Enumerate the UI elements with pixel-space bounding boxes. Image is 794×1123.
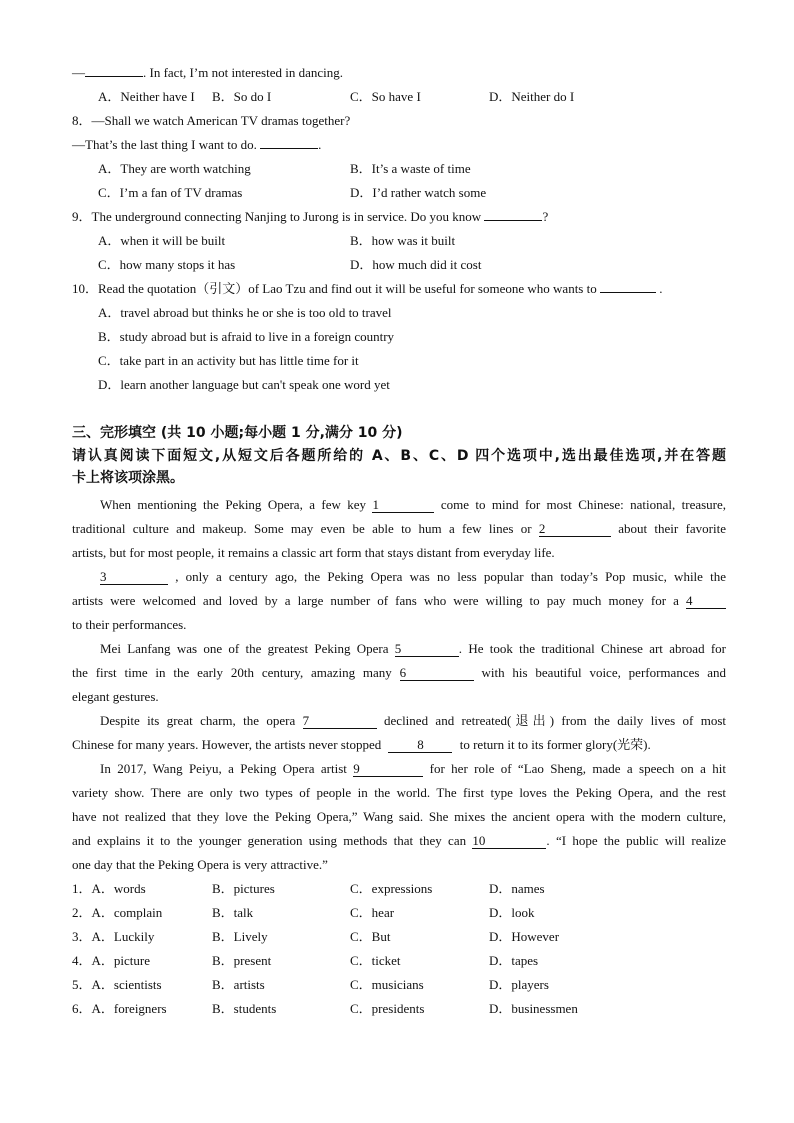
passage-text: with his beautiful voice, performances and bbox=[481, 665, 727, 680]
answer-2-a: 2．A．complain bbox=[72, 905, 163, 920]
q7-blank bbox=[85, 76, 143, 77]
blank-1: 1 bbox=[372, 497, 434, 513]
q9-option-b: B．how was it built bbox=[350, 233, 456, 248]
q9-option-a: A．when it will be built bbox=[98, 233, 226, 248]
passage-text: declined and retreated(退出) from the daily lives of most bbox=[384, 713, 727, 728]
passage-line: have not realized that they love the Peking Opera,” Wang said. She mixes the ancient opera with the modern culture, bbox=[72, 809, 726, 824]
passage-line bbox=[72, 520, 726, 538]
q10-blank bbox=[600, 292, 656, 293]
answer-6-c: C．presidents bbox=[350, 1001, 425, 1016]
section-title: 三、完形填空 (共 10 小题;每小题 1 分,满分 10 分) bbox=[72, 425, 403, 441]
q9-stem bbox=[72, 208, 548, 226]
q8-response-text: —That’s the last thing I want to do. bbox=[72, 137, 257, 152]
blank-7: 7 bbox=[303, 713, 377, 729]
answer-6-a: 6．A．foreigners bbox=[72, 1001, 167, 1016]
q10-option-c: C．take part in an activity but has little time for it bbox=[98, 353, 359, 368]
section-instruction-line1: 请认真阅读下面短文,从短文后各题所给的 A、B、C、D 四个选项中,选出最佳选项,并在答题 bbox=[72, 448, 726, 464]
passage-text: . He took the traditional Chinese art abroad for bbox=[458, 641, 727, 656]
passage-text: , only a century ago, the Peking Opera was no less popular than today’s Pop music, while the bbox=[175, 569, 727, 584]
q9-blank bbox=[484, 220, 542, 221]
answer-4-d: D．tapes bbox=[489, 953, 539, 968]
answer-1-a: 1．A．words bbox=[72, 881, 146, 896]
blank-9: 9 bbox=[353, 761, 423, 777]
blank-5: 5 bbox=[395, 641, 459, 657]
q9-option-d: D．how much did it cost bbox=[350, 257, 482, 272]
q8-option-a: A．They are worth watching bbox=[98, 161, 251, 176]
answer-4-a: 4．A．picture bbox=[72, 953, 150, 968]
answer-1-c: C．expressions bbox=[350, 881, 433, 896]
answer-5-c: C．musicians bbox=[350, 977, 424, 992]
q8-stem: 8．—Shall we watch American TV dramas together? bbox=[72, 113, 351, 128]
q9-option-c: C．how many stops it has bbox=[98, 257, 236, 272]
blank-2: 2 bbox=[539, 521, 611, 537]
passage-text: the first time in the early 20th century, amazing many bbox=[72, 665, 392, 680]
passage-text: for her role of “Lao Sheng, made a speech on a hit bbox=[429, 761, 726, 776]
q10-stem bbox=[72, 280, 662, 298]
answer-6-d: D．businessmen bbox=[489, 1001, 578, 1016]
q8-response bbox=[72, 136, 321, 154]
passage-text: and explains it to the younger generation using methods that they can bbox=[72, 833, 467, 848]
section-instruction-line2: 卡上将该项涂黑。 bbox=[72, 470, 184, 486]
passage-line bbox=[100, 496, 726, 514]
passage-line bbox=[100, 760, 726, 778]
q10-option-d: D．learn another language but can't speak one word yet bbox=[98, 377, 390, 392]
passage-text: Chinese for many years. However, the artists never stopped bbox=[72, 737, 382, 752]
answer-5-b: B．artists bbox=[212, 977, 265, 992]
blank-6: 6 bbox=[400, 665, 474, 681]
q7-dash: — bbox=[72, 65, 85, 80]
blank-4: 4 bbox=[686, 593, 726, 609]
answer-2-d: D．look bbox=[489, 905, 535, 920]
passage-text: In 2017, Wang Peiyu, a Peking Opera artist bbox=[100, 761, 347, 776]
q7-option-b: B．So do I bbox=[212, 89, 272, 104]
answer-4-b: B．present bbox=[212, 953, 272, 968]
q8-period: . bbox=[318, 137, 322, 152]
passage-line: one day that the Peking Opera is very attractive.” bbox=[72, 857, 328, 872]
q7-stem-text: . In fact, I’m not interested in dancing. bbox=[143, 65, 343, 80]
passage-line bbox=[100, 568, 726, 586]
answer-6-b: B．students bbox=[212, 1001, 277, 1016]
q9-stem-text: 9．The underground connecting Nanjing to Jurong is in service. Do you know bbox=[72, 209, 482, 224]
blank-10: 10 bbox=[472, 833, 546, 849]
passage-line: variety show. There are only two types of people in the world. The first type loves the Peking Opera, and the rest bbox=[72, 785, 726, 800]
q7-option-d: D．Neither do I bbox=[489, 89, 575, 104]
passage-text: traditional culture and makeup. Some may even be able to hum a few lines or bbox=[72, 521, 532, 536]
passage-text: Despite its great charm, the opera bbox=[100, 713, 296, 728]
q10-period: . bbox=[659, 281, 663, 296]
q7-option-a: A．Neither have I bbox=[98, 89, 195, 104]
passage-line bbox=[72, 592, 726, 610]
q8-option-d: D．I’d rather watch some bbox=[350, 185, 487, 200]
answer-4-c: C．ticket bbox=[350, 953, 401, 968]
passage-line bbox=[72, 736, 651, 754]
passage-text: come to mind for most Chinese: national, treasure, bbox=[440, 497, 727, 512]
q10-stem-text: 10．Read the quotation（引文）of Lao Tzu and find out it will be useful for someone who wants to bbox=[72, 281, 597, 296]
q8-option-c: C．I’m a fan of TV dramas bbox=[98, 185, 243, 200]
q10-option-b: B．study abroad but is afraid to live in a foreign country bbox=[98, 329, 395, 344]
passage-line: to their performances. bbox=[72, 617, 187, 632]
q8-blank bbox=[260, 148, 318, 149]
answer-3-c: C．But bbox=[350, 929, 391, 944]
passage-line: elegant gestures. bbox=[72, 689, 159, 704]
passage-line bbox=[72, 832, 726, 850]
passage-text: Mei Lanfang was one of the greatest Peking Opera bbox=[100, 641, 389, 656]
q7-option-c: C．So have I bbox=[350, 89, 421, 104]
passage-text: about their favorite bbox=[618, 521, 726, 536]
blank-3: 3 bbox=[100, 569, 168, 585]
passage-line bbox=[100, 712, 726, 730]
passage-line bbox=[100, 640, 726, 658]
answer-5-d: D．players bbox=[489, 977, 549, 992]
answer-2-b: B．talk bbox=[212, 905, 254, 920]
q8-option-b: B．It’s a waste of time bbox=[350, 161, 471, 176]
answer-3-d: D．However bbox=[489, 929, 560, 944]
q10-option-a: A．travel abroad but thinks he or she is too old to travel bbox=[98, 305, 392, 320]
passage-text: When mentioning the Peking Opera, a few key bbox=[100, 497, 367, 512]
passage-line bbox=[72, 664, 726, 682]
passage-text: to return it to its former glory(光荣). bbox=[459, 737, 651, 752]
answer-3-a: 3．A．Luckily bbox=[72, 929, 155, 944]
answer-2-c: C．hear bbox=[350, 905, 395, 920]
q9-mark: ? bbox=[542, 209, 549, 224]
answer-5-a: 5．A．scientists bbox=[72, 977, 162, 992]
passage-text: artists were welcomed and loved by a large number of fans who were willing to pay much money for a bbox=[72, 593, 679, 608]
answer-1-d: D．names bbox=[489, 881, 545, 896]
q7-stem bbox=[72, 64, 343, 82]
passage-line: artists, but for most people, it remains a classic art form that stays distant from everyday life. bbox=[72, 545, 555, 560]
answer-1-b: B．pictures bbox=[212, 881, 275, 896]
answer-3-b: B．Lively bbox=[212, 929, 268, 944]
passage-text: . “I hope the public will realize bbox=[546, 833, 726, 848]
blank-8: 8 bbox=[388, 737, 452, 753]
